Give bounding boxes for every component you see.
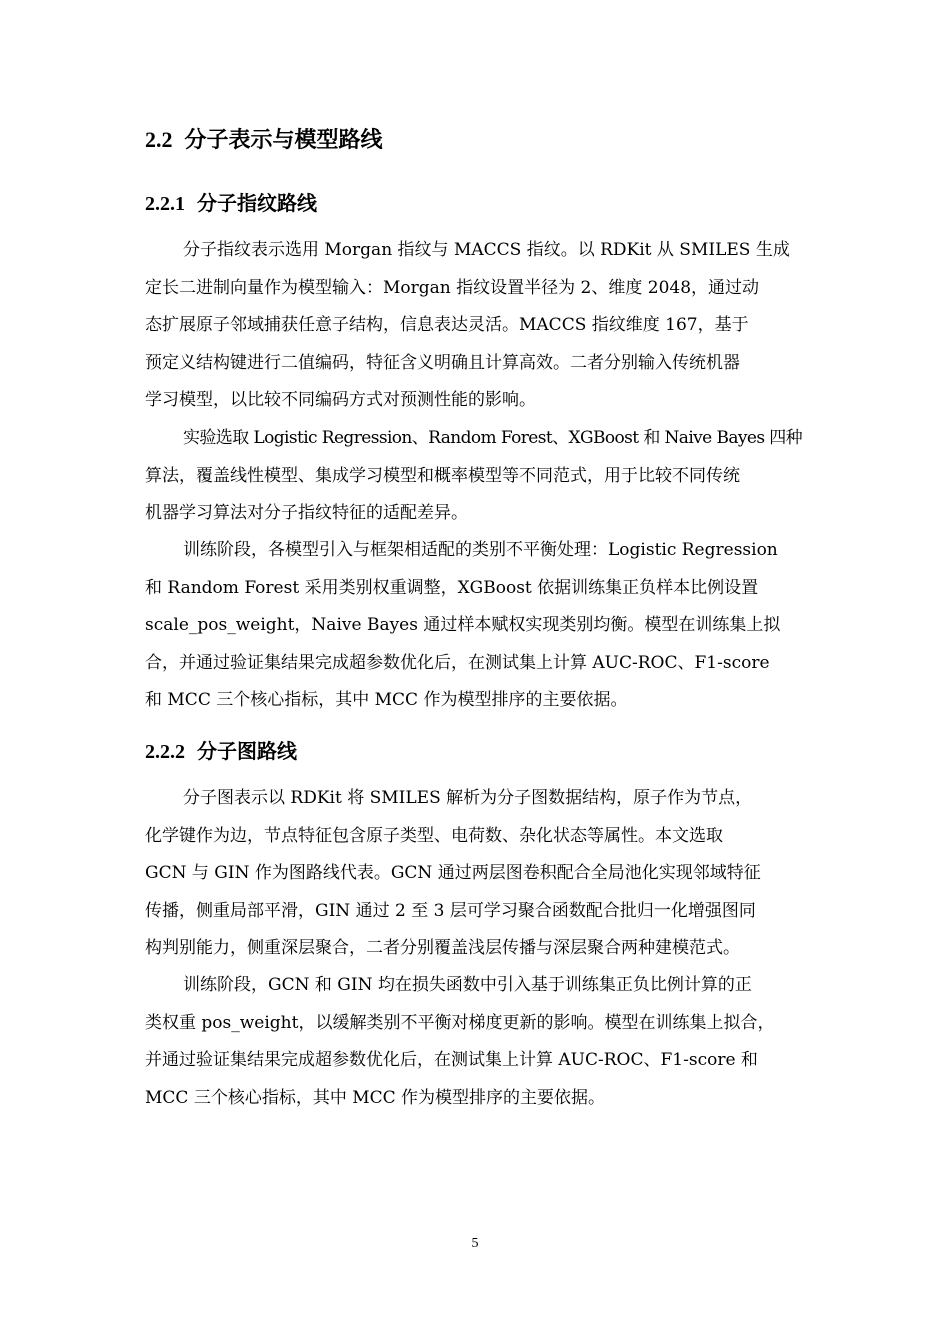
paragraph-line: 和 MCC 三个核心指标，其中 MCC 作为模型排序的主要依据。	[145, 690, 628, 710]
subsection-title: 分子图路线	[197, 739, 297, 763]
paragraph-line: 训练阶段，GCN 和 GIN 均在损失函数中引入基于训练集正负比例计算的正	[183, 975, 752, 995]
page-number: 5	[471, 1236, 479, 1251]
subsection-heading-graph	[145, 732, 297, 771]
paragraph	[145, 232, 807, 420]
subsection-heading-fingerprint	[145, 184, 317, 223]
paragraph-line: 分子图表示以 RDKit 将 SMILES 解析为分子图数据结构，原子作为节点，	[183, 788, 753, 808]
paragraph-line: 传播，侧重局部平滑，GIN 通过 2 至 3 层可学习聚合函数配合批归一化增强图同	[145, 900, 756, 921]
paragraph-line: 机器学习算法对分子指纹特征的适配差异。	[145, 503, 468, 523]
paragraph-line: 构判别能力，侧重深层聚合，二者分别覆盖浅层传播与深层聚合两种建模范式。	[145, 938, 740, 958]
paragraph-line: GCN 与 GIN 作为图路线代表。GCN 通过两层图卷积配合全局池化实现邻域特征	[145, 863, 761, 883]
paragraph-line: 训练阶段，各模型引入与框架相适配的类别不平衡处理：Logistic Regression	[183, 540, 778, 560]
paragraph	[145, 780, 807, 968]
paragraph-line: MCC 三个核心指标，其中 MCC 作为模型排序的主要依据。	[145, 1087, 606, 1108]
paragraph-line: 定长二进制向量作为模型输入：Morgan 指纹设置半径为 2、维度 2048，通过动	[145, 277, 760, 298]
paragraph	[145, 420, 807, 533]
paragraph-line: 实验选取 Logistic Regression、Random Forest、XGBoost 和 Naive Bayes 四种	[183, 428, 803, 448]
subsection-number: 2.2.1	[145, 193, 185, 215]
paragraph-line: scale_pos_weight，Naive Bayes 通过样本赋权实现类别均衡。模型在训练集上拟	[145, 615, 781, 635]
paragraph-line: 和 Random Forest 采用类别权重调整，XGBoost 依据训练集正负样本比例设置	[145, 577, 759, 598]
paragraph-line: 并通过验证集结果完成超参数优化后，在测试集上计算 AUC-ROC、F1-score 和	[145, 1050, 758, 1070]
paragraph-line: 预定义结构键进行二值编码，特征含义明确且计算高效。二者分别输入传统机器	[145, 352, 740, 373]
paragraph-line: 态扩展原子邻域捕获任意子结构，信息表达灵活。MACCS 指纹维度 167，基于	[145, 315, 749, 335]
section-title: 分子表示与模型路线	[184, 127, 383, 153]
paragraph-line: 分子指纹表示选用 Morgan 指纹与 MACCS 指纹。以 RDKit 从 SMILES 生成	[183, 240, 790, 260]
paragraph-line: 算法，覆盖线性模型、集成学习模型和概率模型等不同范式，用于比较不同传统	[145, 465, 740, 486]
paragraph-line: 化学键作为边，节点特征包含原子类型、电荷数、杂化状态等属性。本文选取	[145, 825, 723, 846]
section-heading	[145, 120, 383, 160]
paragraph-line: 合，并通过验证集结果完成超参数优化后，在测试集上计算 AUC-ROC、F1-score	[145, 652, 770, 673]
paragraph	[145, 532, 807, 720]
paragraph	[145, 967, 807, 1117]
paragraph-line: 学习模型，以比较不同编码方式对预测性能的影响。	[145, 390, 536, 410]
paragraph-line: 类权重 pos_weight，以缓解类别不平衡对梯度更新的影响。模型在训练集上拟合，	[145, 1012, 775, 1033]
section-number: 2.2	[145, 127, 173, 152]
subsection-title: 分子指纹路线	[197, 191, 317, 215]
subsection-number: 2.2.2	[145, 741, 185, 763]
